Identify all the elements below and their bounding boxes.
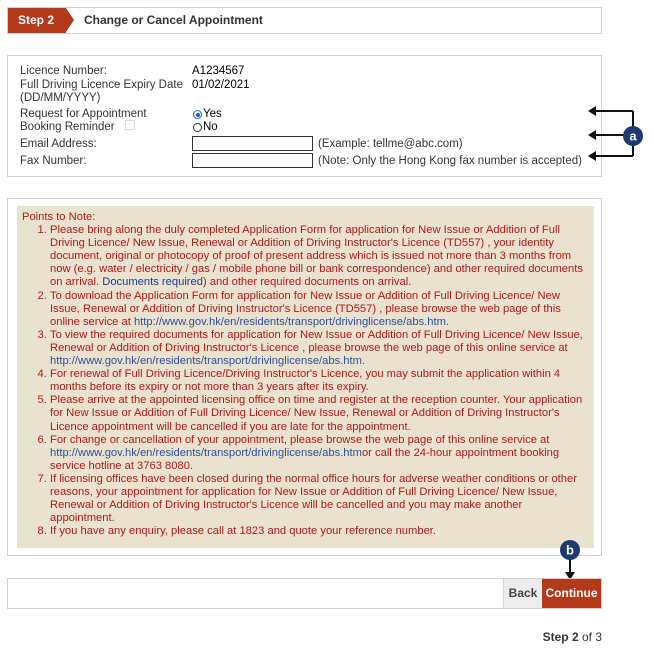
notes-title: Points to Note: [22, 211, 96, 223]
note-item-4: 4. For renewal of Full Driving Licence/Driving Instructor's Licence, you may submit the application within 4 months before its expiry or not more than 3 years after its expiry. [50, 368, 588, 394]
step-header [7, 7, 602, 34]
step-current: 2 [571, 630, 579, 644]
step-progress [543, 630, 602, 644]
required-documents-link[interactable]: http://www.gov.hk/en/residents/transport/drivinglicense/abs.htm. [50, 355, 366, 368]
request-appointment-label: Request for Appointment [20, 108, 147, 120]
continue-button[interactable]: Continue [542, 579, 601, 608]
notes-panel [7, 198, 602, 556]
expiry-date-format: (DD/MM/YYYY) [20, 92, 101, 104]
annotation-a-letter: a [629, 128, 637, 144]
radio-no-label: No [203, 121, 218, 133]
email-label: Email Address: [20, 138, 97, 150]
fax-number-field[interactable] [192, 153, 313, 168]
appointment-form [7, 55, 602, 177]
email-field[interactable] [192, 136, 313, 151]
note-item-7: 7. If licensing offices have been closed during the normal office hours for adverse weather conditions or other reasons, your appointment for application for New Issue or Addition of Full Driving Licence/ New Issue, Renewal or Addition of Driving Instructor's Licence will be cancelled and you may make another appointment. [50, 473, 588, 525]
application-form-link[interactable]: http://www.gov.hk/en/residents/transport/drivinglicense/abs.htm. [133, 315, 450, 328]
note-item-1: 1. Please bring along the duly completed Application Form for application for New Issue or Addition of Full Driving Licence/ New Issue, Renewal or Addition of Driving Instructor's Licence (TD557) , your identity document, original or photocopy of proof of present address which is issued not more than 3 months from now (e.g. water / electricity / gas / mobile phone bill or bank correspondence) and other required documents on arrival. Documents required) and other required documents on arrival. [50, 224, 588, 289]
radio-yes-label: Yes [203, 108, 222, 120]
radio-no[interactable] [193, 123, 202, 132]
booking-reminder-checkbox[interactable] [125, 120, 135, 130]
note-item-5: 5. Please arrive at the appointed licensing office on time and register at the reception counter. Your application for New Issue or Addition of Full Driving Licence/ New Issue, Renewal or Addition of Driving Instructor's Licence appointment will be cancelled if you are late for the appointment. [50, 394, 588, 433]
note-item-6: 6. For change or cancellation of your appointment, please browse the web page of this online service at http://www.gov.hk/en/residents/transport/drivinglicense/abs.htmor call the 24-hour appointment booking service hotline at 3763 8080. [50, 434, 588, 473]
note-item-3: 3. To view the required documents for application for New Issue or Addition of Full Driving Licence/ New Issue, Renewal or Addition of Driving Instructor's Licence , please browse the web page of this online service at http://www.gov.hk/en/residents/transport/drivinglicense/abs.htm. [50, 329, 588, 368]
note-item-2: 2. To download the Application Form for application for New Issue or Addition of Full Driving Licence/ New Issue, Renewal or Addition of Driving Instructor's Licence (TD557) , please browse the web page of this online service at http://www.gov.hk/en/residents/transport/drivinglicense/abs.htm. [50, 290, 588, 329]
expiry-date-value: 01/02/2021 [192, 79, 250, 91]
annotation-b-callout [558, 538, 582, 582]
back-button[interactable]: Back [503, 579, 542, 608]
step-indicator: Step 2 [8, 8, 66, 33]
step-total: of 3 [581, 630, 602, 644]
note-item-8: 8. If you have any enquiry, please call at 1823 and quote your reference number. [50, 525, 588, 538]
email-hint: (Example: tellme@abc.com) [318, 138, 463, 150]
radio-yes[interactable] [193, 110, 202, 119]
documents-required-link[interactable]: Documents required [102, 276, 203, 289]
annotation-b-letter: b [566, 542, 574, 558]
notes-list [22, 224, 588, 538]
action-bar [7, 578, 602, 609]
expiry-date-label: Full Driving Licence Expiry Date [20, 79, 183, 91]
step-word: Step [542, 630, 569, 644]
booking-reminder-label: Booking Reminder [20, 121, 115, 133]
fax-hint: (Note: Only the Hong Kong fax number is accepted) [318, 155, 583, 167]
fax-label: Fax Number: [20, 155, 87, 167]
licence-number-label: Licence Number: [20, 65, 107, 77]
annotation-a-callout [585, 100, 654, 170]
step-arrow [66, 8, 74, 32]
points-to-note [17, 206, 594, 548]
page-title: Change or Cancel Appointment [84, 13, 263, 27]
change-cancel-link[interactable]: http://www.gov.hk/en/residents/transport/drivinglicense/abs.htm [50, 446, 362, 459]
licence-number-value: A1234567 [192, 65, 245, 77]
